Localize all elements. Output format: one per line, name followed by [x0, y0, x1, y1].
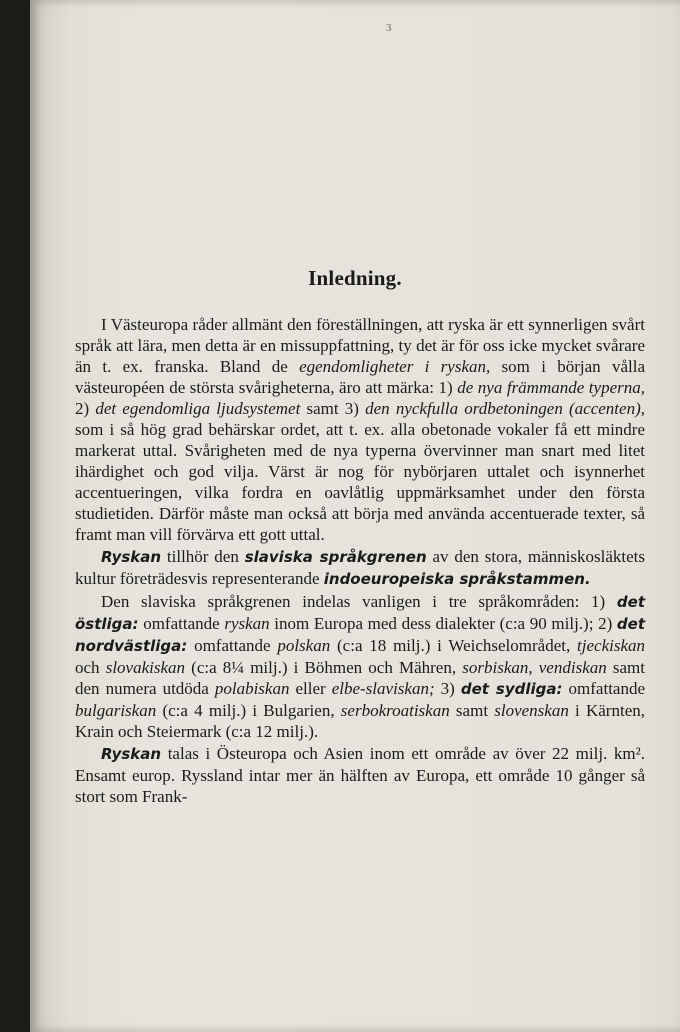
- italic-term: bulgariskan: [75, 701, 157, 720]
- text-run: samt 3): [300, 399, 366, 418]
- italic-term: sorbiskan, vendiskan: [462, 658, 607, 677]
- text-run: (c:a 4 milj.) i Bulgarien,: [156, 701, 341, 720]
- text-run: 2): [75, 399, 96, 418]
- paragraph: [75, 591, 645, 742]
- text-run: samt den numera utdöda: [75, 658, 646, 698]
- text-run: som i början vålla västeuropéen de största svårigheterna, äro att märka: 1): [75, 357, 646, 397]
- text-run: och: [75, 658, 106, 677]
- italic-term: elbe-slaviskan;: [331, 679, 435, 698]
- text-run: som i så hög grad behärskar ordet, att t. ex. alla obetonade vokaler få ett mindre markerat uttal. Svårigheten med de nya typerna övervinner man snart med litet ihärdighet och god vilja. Värst är nog för nybörjaren uttalet och isynnerhet accentueringen, vilka fordra en oavlåtlig uppmärksamhet under den första studietiden. Därför måste man också att börja med använda accentuerade texter, så framt man vill förvärva ett gott uttal.: [75, 420, 645, 544]
- italic-term: de nya främmande typerna,: [457, 378, 645, 397]
- body-text: [75, 314, 645, 807]
- bold-term: Ryskan: [101, 548, 162, 566]
- italic-term: polabiskan: [214, 679, 290, 698]
- text-run: 3): [434, 679, 461, 698]
- text-run: eller: [289, 679, 332, 698]
- bold-term: Ryskan: [101, 745, 162, 763]
- text-run: (c:a 18 milj.) i Weichselområdet,: [330, 636, 578, 655]
- paragraph: [75, 743, 645, 807]
- italic-term: tjeckiskan: [577, 636, 645, 655]
- italic-term: slovenskan: [494, 701, 569, 720]
- text-run: talas i Östeuropa och Asien inom ett område av över 22 milj. km². Ensamt europ. Ryssland intar mer än hälften av Europa, ett område 10 gånger så stort som Frank-: [75, 744, 645, 806]
- book-page: [30, 0, 680, 1032]
- text-run: tillhör den: [161, 547, 245, 566]
- text-run: I Västeuropa råder allmänt den föreställningen, att ryska är ett synnerligen svårt språk att lära, men detta är en missuppfattning, ty det är för oss icke mycket svårare än t. ex. franska. Bland de: [75, 315, 645, 376]
- text-run: (c:a 8¼ milj.) i Böhmen och Mähren,: [185, 658, 463, 677]
- text-run: omfattande: [562, 679, 646, 698]
- bold-term: det sydliga:: [460, 680, 563, 698]
- italic-term: det egendomliga ljudsystemet: [95, 399, 301, 418]
- text-run: Den slaviska språkgrenen indelas vanligen i tre språkområden: 1): [101, 592, 617, 611]
- italic-term: den nyckfulla ordbetoningen (accenten),: [365, 399, 645, 418]
- text-run: inom Europa med dess dialekter (c:a 90 milj.); 2): [269, 614, 617, 633]
- page-title: Inledning.: [308, 266, 402, 290]
- bold-term: det östliga:: [75, 593, 645, 633]
- page-mark: 3: [386, 22, 392, 34]
- italic-term: slovakiskan: [105, 658, 186, 677]
- text-run: i Kärnten, Krain och Steiermark (c:a 12 milj.).: [75, 701, 645, 741]
- italic-term: ryskan: [224, 614, 270, 633]
- text-run: av den stora, människosläktets kultur företrädesvis representerande: [75, 547, 645, 588]
- italic-term: serbokroatiskan: [340, 701, 450, 720]
- paragraph: [75, 546, 645, 590]
- bold-term: det nordvästliga:: [75, 615, 645, 655]
- italic-term: egendomligheter i ryskan,: [299, 357, 491, 376]
- bold-term: indoeuropeiska språkstammen.: [323, 570, 591, 588]
- text-run: samt: [449, 701, 495, 720]
- bold-term: slaviska språkgrenen: [244, 548, 427, 566]
- paragraph: [75, 314, 645, 545]
- italic-term: polskan: [277, 636, 331, 655]
- text-run: omfattande: [187, 636, 278, 655]
- text-run: omfattande: [138, 614, 225, 633]
